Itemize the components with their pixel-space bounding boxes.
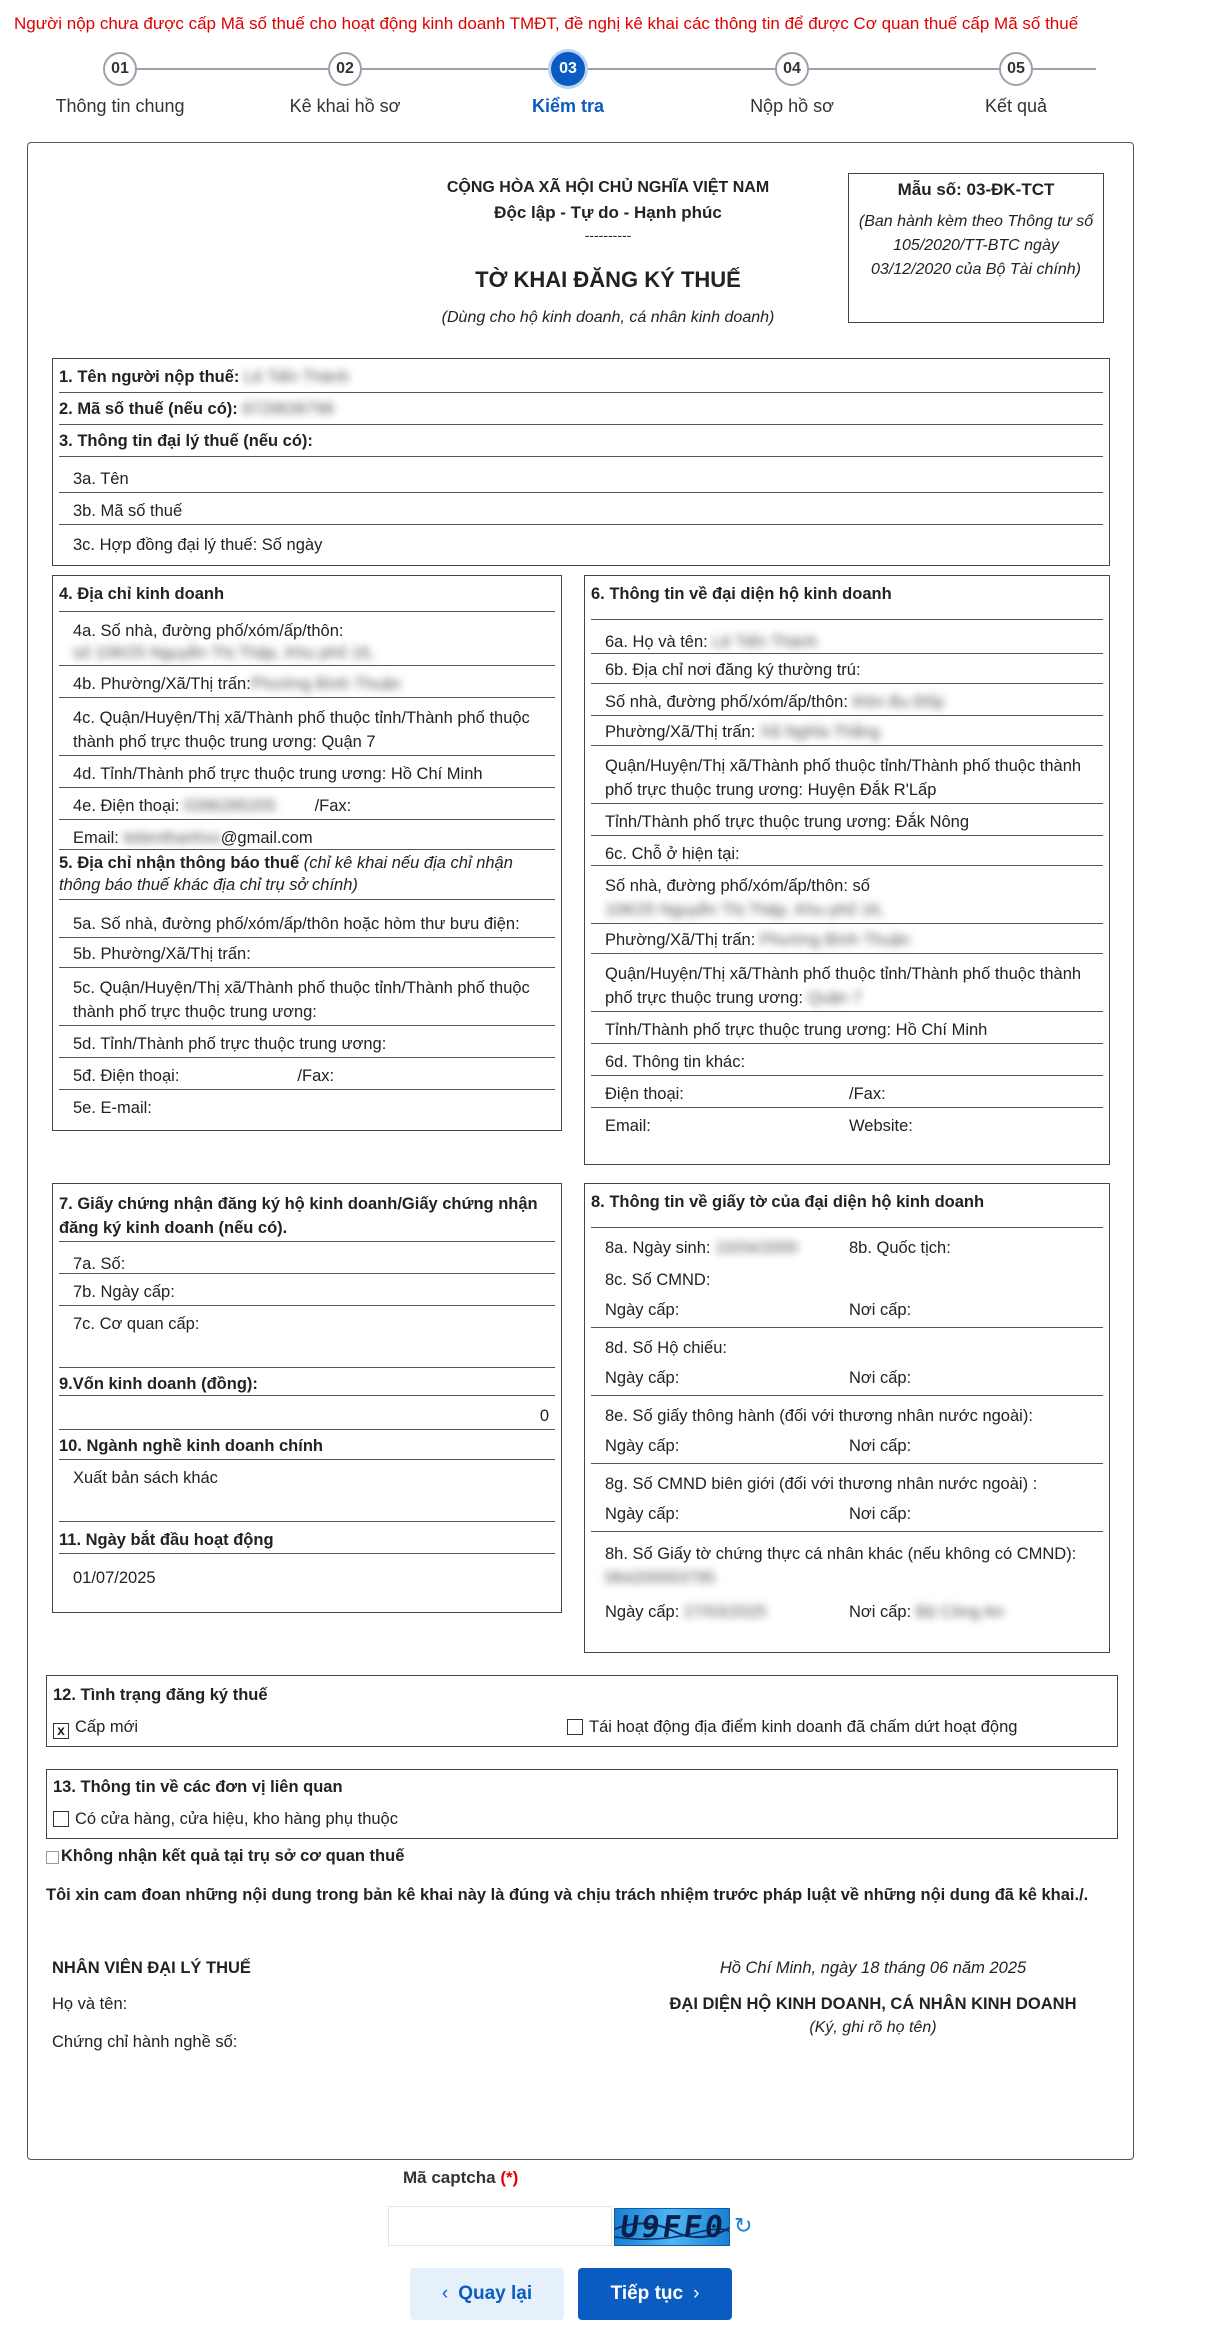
s6-ward-value: Xã Nghĩa Thắng — [759, 723, 880, 741]
s6-fax-label: /Fax: — [849, 1085, 886, 1103]
s6-cur-district-value: Quận 7 — [807, 989, 862, 1007]
step-label: Nộp hồ sơ — [750, 96, 834, 116]
s11-value: 01/07/2025 — [73, 1569, 156, 1587]
place-date: Hồ Chí Minh, ngày 18 tháng 06 năm 2025 — [719, 1959, 1027, 1977]
tax-code-value: 8729636796 — [242, 400, 335, 418]
s12-title: 12. Tình trạng đăng ký thuế — [53, 1686, 268, 1704]
s4-title-text: 4. Địa chỉ kinh doanh — [59, 585, 225, 603]
s8-border-place-label: Nơi cấp: — [849, 1505, 912, 1523]
s8-passport-date-label: Ngày cấp: — [605, 1369, 680, 1387]
step-label: Kê khai hồ sơ — [289, 96, 401, 116]
s8-title-row — [591, 1186, 1103, 1228]
no-receive-label: Không nhận kết quả tại trụ sở cơ quan thuế — [61, 1847, 405, 1865]
s10-title-row — [59, 1430, 555, 1460]
s11-title-row — [59, 1522, 555, 1554]
section-related-units — [46, 1769, 1118, 1839]
s4-email-row — [59, 820, 555, 850]
taxpayer-name-value: Lê Tiến Thành — [244, 368, 350, 386]
section-representative-documents — [584, 1183, 1110, 1653]
s13-option — [53, 1810, 398, 1829]
s9-title-row — [59, 1368, 555, 1396]
step-number: 02 — [328, 52, 362, 86]
s6-street-row — [591, 684, 1103, 716]
step-number: 05 — [999, 52, 1033, 86]
s4-email-domain: @gmail.com — [220, 829, 313, 847]
s8-other-id-issue-row — [591, 1594, 1103, 1630]
form-title: TỜ KHAI ĐĂNG KÝ THUẾ — [475, 267, 741, 292]
agent-info-row — [59, 425, 1103, 457]
s4-province-row: 4d. Tỉnh/Thành phố trực thuộc trung ương: Hồ Chí Minh — [59, 756, 555, 788]
s6-phone-row — [591, 1076, 1103, 1108]
s6-cur-ward-value: Phường Bình Thuận — [759, 931, 910, 949]
s6-cur-street-row — [591, 866, 1103, 924]
s7-title: 7. Giấy chứng nhận đăng ký hộ kinh doanh/Giấy chứng nhận đăng ký kinh doanh (nếu có). — [59, 1195, 538, 1237]
agent-name: Họ và tên: — [52, 1995, 128, 2013]
s4-phone-value: 0396285205 — [184, 797, 276, 815]
s8-pass-card-row: 8e. Số giấy thông hành (đối với thương nhân nước ngoài): — [605, 1407, 1033, 1425]
agent-name-row: 3a. Tên — [59, 457, 1103, 493]
dependent-store-checkbox[interactable] — [53, 1811, 69, 1827]
s8-cmnd-row: 8c. Số CMND: — [605, 1271, 711, 1289]
taxpayer-name-label: 1. Tên người nộp thuế: — [59, 368, 240, 386]
declaration-text: Tôi xin cam đoan những nội dung trong bản kê khai này là đúng và chịu trách nhiệm trước pháp luật về những nội dung đã kê khai./. — [46, 1886, 1089, 1904]
s9-value: 0 — [59, 1396, 555, 1430]
captcha-input[interactable] — [388, 2206, 612, 2246]
form-subtitle: (Dùng cho hộ kinh doanh, cá nhân kinh doanh) — [441, 309, 775, 326]
tax-registration-form — [27, 142, 1134, 2160]
section-representative — [584, 575, 1110, 1165]
s8-other-place-label: Nơi cấp: — [849, 1603, 912, 1621]
s10-value: Xuất bản sách khác — [59, 1460, 555, 1522]
agent-info-label: 3. Thông tin đại lý thuế (nếu có): — [59, 432, 313, 450]
s13-option-label: Có cửa hàng, cửa hiệu, kho hàng phụ thuộc — [75, 1810, 398, 1828]
s6-name-row — [591, 620, 1103, 654]
s6-cur-district-label: Quận/Huyện/Thị xã/Thành phố thuộc tỉnh/Thành phố thuộc thành phố trực thuộc trung ương: — [605, 965, 1082, 1007]
s5-ward-row: 5b. Phường/Xã/Thị trấn: — [59, 938, 555, 968]
s5-title: 5. Địa chỉ nhận thông báo thuế — [59, 854, 300, 872]
s4-street-label: 4a. Số nhà, đường phố/xóm/ấp/thôn: — [73, 622, 344, 640]
captcha-code: U9FF0 — [617, 2210, 729, 2245]
s4-email-blurred: letienthanhxx — [123, 829, 221, 847]
s5-fax-label: /Fax: — [297, 1067, 335, 1085]
no-receive-checkbox[interactable] — [46, 1851, 59, 1864]
step-3 — [468, 52, 668, 117]
agent-cert: Chứng chỉ hành nghề số: — [52, 2033, 238, 2051]
s4-phone-row — [59, 788, 555, 820]
no-receive-row — [46, 1847, 404, 1866]
s6-ward-row — [591, 716, 1103, 746]
step-label: Thông tin chung — [55, 96, 185, 116]
captcha-label: Mã captcha — [403, 2168, 496, 2187]
s8-passport-place-label: Nơi cấp: — [849, 1369, 912, 1387]
s6-title-row — [591, 578, 1103, 620]
s5-phone-row — [59, 1058, 555, 1090]
form-code-box — [848, 173, 1104, 323]
s12-option-reopen-label: Tái hoạt động địa điểm kinh doanh đã chấm dứt hoạt động — [589, 1718, 1018, 1736]
step-2 — [245, 52, 445, 117]
s6-district-row: Quận/Huyện/Thị xã/Thành phố thuộc tỉnh/Thành phố thuộc thành phố trực thuộc trung ương: Huyện Đắk R'Lấp — [591, 746, 1103, 804]
s4-street-value: số 106/25 Nguyễn Thị Thập, Khu phố 16, — [73, 644, 375, 662]
tax-code-row — [59, 393, 1103, 425]
s8-other-date-value: 27/03/2025 — [683, 1603, 767, 1621]
s4-ward-label: 4b. Phường/Xã/Thị trấn: — [73, 675, 251, 693]
s7-date-row: 7b. Ngày cấp: — [59, 1274, 555, 1306]
s8-passport-issue-row — [591, 1360, 1103, 1396]
s6-cur-ward-row — [591, 924, 1103, 954]
s12-option-new-label: Cấp mới — [75, 1718, 139, 1736]
s5-street-row: 5a. Số nhà, đường phố/xóm/ấp/thôn hoặc hòm thư bưu điện: — [59, 900, 555, 938]
back-button-label: Quay lại — [458, 2283, 533, 2304]
tax-code-label: 2. Mã số thuế (nếu có): — [59, 400, 238, 418]
s8-border-id-row: 8g. Số CMND biên giới (đối với thương nhân nước ngoài) : — [605, 1475, 1038, 1493]
section-registration-status — [46, 1675, 1118, 1747]
form-code-note: (Ban hành kèm theo Thông tư số 105/2020/TT-BTC ngày 03/12/2020 của Bộ Tài chính) — [858, 213, 1094, 278]
s6-name-value: Lê Tiến Thành — [712, 633, 818, 651]
next-button[interactable] — [578, 2268, 732, 2320]
s8-border-date-label: Ngày cấp: — [605, 1505, 680, 1523]
s8-dob-row — [591, 1232, 1103, 1260]
agent-title: NHÂN VIÊN ĐẠI LÝ THUẾ — [52, 1959, 251, 1977]
s8-nationality-label: 8b. Quốc tịch: — [849, 1239, 951, 1257]
s12-option-new — [53, 1718, 138, 1739]
s4-phone-label: 4e. Điện thoại: — [73, 797, 180, 815]
taxpayer-name-row — [59, 363, 1103, 393]
s6-cur-ward-label: Phường/Xã/Thị trấn: — [605, 931, 756, 949]
s6-name-label: 6a. Họ và tên: — [605, 633, 708, 651]
step-number: 03 — [551, 52, 585, 86]
s7-number-row: 7a. Số: — [59, 1242, 555, 1274]
motto-dashes: ---------- — [584, 227, 632, 243]
s8-pass-card-date-label: Ngày cấp: — [605, 1437, 680, 1455]
s5-title-note: (chỉ kê khai nếu địa chỉ nhận thông báo thuế khác địa chỉ trụ sở chính) — [59, 854, 513, 894]
refresh-captcha-icon[interactable]: ↻ — [734, 2213, 753, 2238]
s6-ward-label: Phường/Xã/Thị trấn: — [605, 723, 756, 741]
s8-title: 8. Thông tin về giấy tờ của đại diện hộ kinh doanh — [591, 1193, 985, 1211]
s13-title: 13. Thông tin về các đơn vị liên quan — [53, 1778, 343, 1796]
step-number: 04 — [775, 52, 809, 86]
s5-district-row: 5c. Quận/Huyện/Thị xã/Thành phố thuộc tỉnh/Thành phố thuộc thành phố trực thuộc trung ương: — [59, 968, 555, 1026]
s8-dob-value: 15/04/2000 — [715, 1239, 798, 1257]
s8-other-id-label: 8h. Số Giấy tờ chứng thực cá nhân khác (nếu không có CMND): — [605, 1545, 1077, 1563]
s4-fax-label: /Fax: — [314, 797, 352, 815]
captcha-image — [614, 2208, 730, 2246]
s8-passport-row: 8d. Số Hộ chiếu: — [605, 1339, 727, 1357]
s9-title: 9.Vốn kinh doanh (đồng): — [59, 1375, 258, 1393]
s7-issuer-row: 7c. Cơ quan cấp: — [59, 1306, 555, 1368]
s6-phone-label: Điện thoại: — [605, 1085, 684, 1103]
step-4 — [692, 52, 892, 117]
s4-ward-value: Phường Bình Thuận — [250, 675, 401, 693]
s4-title — [59, 578, 555, 612]
s6-other-row: 6d. Thông tin khác: — [591, 1044, 1103, 1076]
s8-other-id-value: 064200003795 — [605, 1569, 716, 1587]
step-5 — [916, 52, 1116, 117]
s8-cmnd-date-label: Ngày cấp: — [605, 1301, 680, 1319]
step-1 — [20, 52, 220, 117]
s6-email-label: Email: — [605, 1117, 651, 1135]
s8-other-place-value: Bộ Công An — [915, 1603, 1004, 1621]
section-business-address — [52, 575, 562, 1131]
s4-email-label: Email: — [73, 829, 119, 847]
s6-current-addr-row: 6c. Chỗ ở hiện tại: — [591, 836, 1103, 866]
notice-text: Người nộp chưa được cấp Mã số thuế cho hoạt động kinh doanh TMĐT, đề nghị kê khai các thông tin để được Cơ quan thuế cấp Mã số thuế — [14, 14, 1079, 33]
s4-district-row: 4c. Quận/Huyện/Thị xã/Thành phố thuộc tỉnh/Thành phố thuộc thành phố trực thuộc trung ương: Quận 7 — [59, 698, 555, 756]
s8-other-id-row — [591, 1536, 1103, 1590]
s5-title-row — [59, 850, 555, 900]
s8-pass-card-issue-row — [591, 1428, 1103, 1464]
s6-email-row — [591, 1108, 1103, 1140]
next-button-label: Tiếp tục — [610, 2283, 684, 2304]
s8-cmnd-place-label: Nơi cấp: — [849, 1301, 912, 1319]
s8-pass-card-place-label: Nơi cấp: — [849, 1437, 912, 1455]
agent-tax-code-row: 3b. Mã số thuế — [59, 493, 1103, 525]
s12-option-reopen — [567, 1718, 1017, 1737]
s7-title-row — [59, 1186, 555, 1242]
s6-province-row: Tỉnh/Thành phố trực thuộc trung ương: Đắk Nông — [591, 804, 1103, 836]
new-registration-checkbox[interactable]: x — [53, 1723, 69, 1739]
s6-cur-district-row — [591, 954, 1103, 1012]
s5-phone-label: 5đ. Điện thoại: — [73, 1067, 180, 1085]
agent-contract-row: 3c. Hợp đồng đại lý thuế: Số ngày — [73, 536, 323, 554]
s6-street-value: thôn Bu Đốp — [852, 693, 945, 711]
s5-email-row: 5e. E-mail: — [73, 1099, 152, 1117]
form-code: Mẫu số: 03-ĐK-TCT — [897, 180, 1055, 199]
s8-dob-label: 8a. Ngày sinh: — [605, 1239, 711, 1257]
s6-cur-street-label: Số nhà, đường phố/xóm/ấp/thôn: số — [605, 877, 870, 895]
reopen-checkbox[interactable] — [567, 1719, 583, 1735]
section-business-certificate — [52, 1183, 562, 1613]
s6-title: 6. Thông tin về đại diện hộ kinh doanh — [591, 585, 892, 603]
step-label: Kiểm tra — [531, 96, 605, 116]
chevron-right-icon: › — [693, 2283, 700, 2304]
s6-street-label: Số nhà, đường phố/xóm/ấp/thôn: — [605, 693, 848, 711]
chevron-left-icon: ‹ — [441, 2283, 449, 2304]
s4-ward-row — [59, 666, 555, 698]
captcha-required-mark: (*) — [500, 2168, 519, 2187]
s11-title: 11. Ngày bắt đầu hoạt động — [59, 1531, 274, 1549]
s8-border-id-issue-row — [591, 1496, 1103, 1532]
section-taxpayer — [52, 358, 1110, 566]
representative-note: (Ký, ghi rõ họ tên) — [809, 2019, 937, 2036]
motto: Độc lập - Tự do - Hạnh phúc — [494, 203, 722, 222]
s6-website-label: Website: — [849, 1117, 913, 1135]
s4-street-row — [59, 612, 555, 666]
progress-stepper — [0, 52, 1216, 122]
step-label: Kết quả — [984, 96, 1048, 116]
s8-other-date-label: Ngày cấp: — [605, 1603, 680, 1621]
s6-cur-street-value: 106/25 Nguyễn Thị Thập, Khu phố 16, — [605, 901, 885, 919]
step-number: 01 — [103, 52, 137, 86]
back-button[interactable] — [410, 2268, 564, 2320]
republic-heading: CỘNG HÒA XÃ HỘI CHỦ NGHĨA VIỆT NAM — [446, 179, 770, 196]
representative-title: ĐẠI DIỆN HỘ KINH DOANH, CÁ NHÂN KINH DOANH — [669, 1995, 1077, 2013]
s5-province-row: 5d. Tỉnh/Thành phố trực thuộc trung ương: — [59, 1026, 555, 1058]
captcha-label-row — [403, 2168, 518, 2188]
s10-title: 10. Ngành nghề kinh doanh chính — [59, 1437, 324, 1455]
s6-cur-province-row: Tỉnh/Thành phố trực thuộc trung ương: Hồ Chí Minh — [591, 1012, 1103, 1044]
s8-cmnd-issue-row — [591, 1292, 1103, 1328]
s6-reg-addr-row: 6b. Địa chỉ nơi đăng ký thường trú: — [591, 654, 1103, 684]
